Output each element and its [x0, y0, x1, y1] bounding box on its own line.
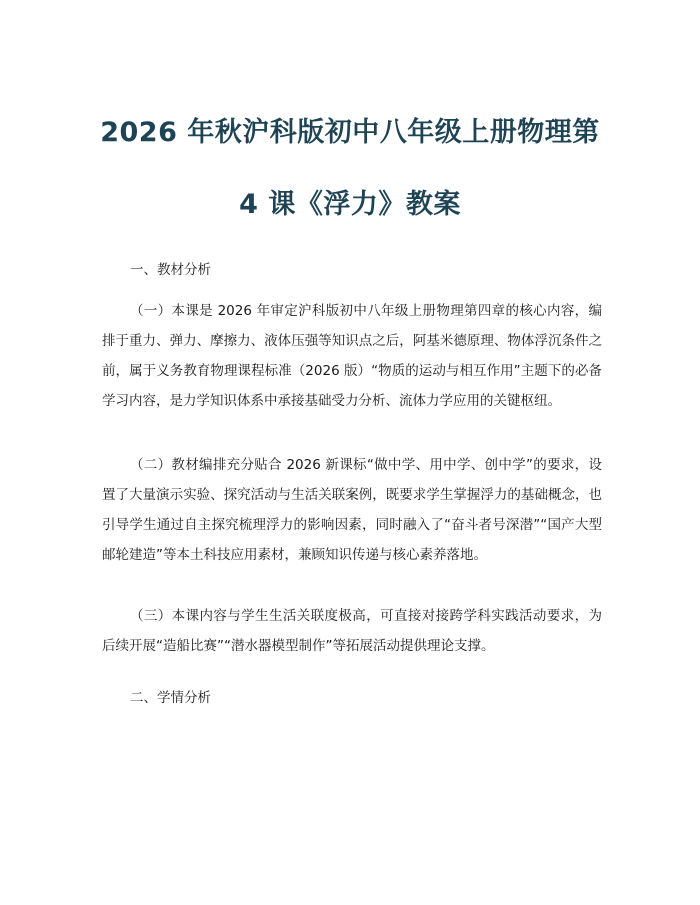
paragraph-2: （二）教材编排充分贴合 2026 新课标“做中学、用中学、创中学”的要求，设置了大量演示实验、探究活动与生活关联案例，既要求学生掌握浮力的基础概念，也引导学生通过自主探究梳理浮力的影响因素，同时融入了“奋斗者号深潜”“国产大型邮轮建造”等本土科技应用素材，兼顾知识传递与核心素养落地。	[102, 457, 602, 563]
document-title-line-1: 2026 年秋沪科版初中八年级上册物理第	[100, 117, 600, 148]
paragraph-3: （三）本课内容与学生生活关联度极高，可直接对接跨学科实践活动要求，为后续开展“造船比赛”“潜水器模型制作”等拓展活动提供理论支撑。	[102, 608, 602, 654]
section-heading-learner-analysis: 二、学情分析	[130, 690, 211, 706]
paragraph-1: （一）本课是 2026 年审定沪科版初中八年级上册物理第四章的核心内容，编排于重力、弹力、摩擦力、液体压强等知识点之后，阿基米德原理、物体浮沉条件之前，属于义务教育物理课程标准（2026 版）“物质的运动与相互作用”主题下的必备学习内容，是力学知识体系中承接基础受力分析、流体力学应用的关键枢纽。	[102, 303, 602, 409]
document-title-line-2: 4 课《浮力》教案	[239, 189, 461, 220]
section-heading-textbook-analysis: 一、教材分析	[130, 262, 211, 278]
